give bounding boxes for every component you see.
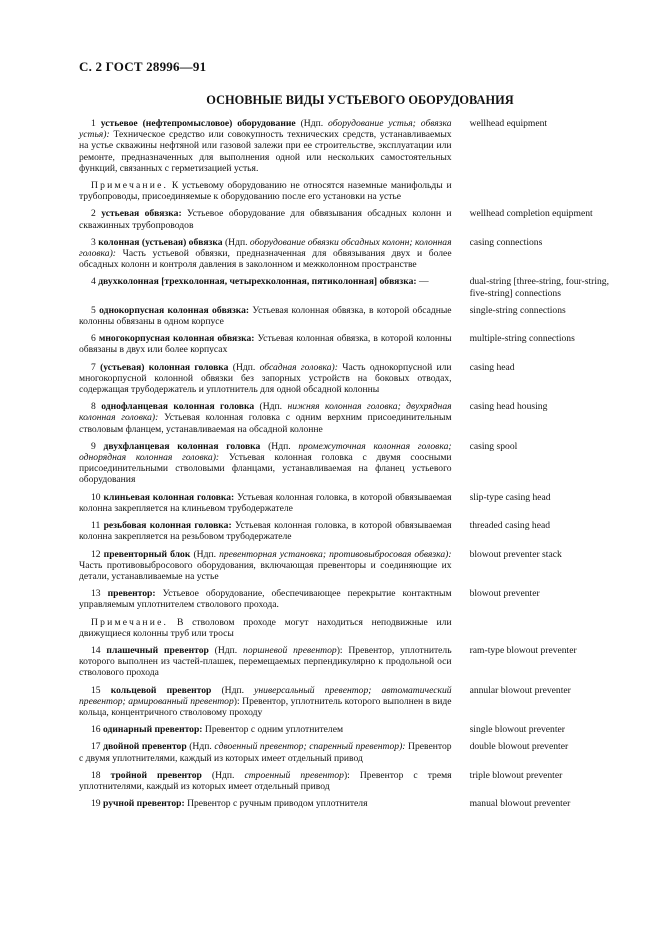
- term-row: [79, 588, 619, 610]
- english-term: wellhead completion equipment: [469, 208, 593, 220]
- term-name: превентор:: [107, 588, 156, 600]
- note-label: Примечание.: [91, 616, 169, 628]
- term-definition: 18 тройной превентор (Ндп. строенный превентор): Превентор с тремя уплотнителями, каждый из которых имеет отдельный привод: [79, 769, 452, 792]
- term-row: [79, 741, 619, 763]
- term-row: [79, 333, 619, 355]
- non-recommended-terms: универсальный превентор; автоматический превентор; армированный превентор: [79, 684, 452, 707]
- non-recommended-terms: обсадная головка):: [259, 361, 338, 373]
- term-name: двухфланцевая колонная головка: [103, 440, 261, 452]
- english-term: casing head housing: [469, 401, 548, 413]
- term-name: тройной превентор: [110, 769, 202, 781]
- term-name: устьевая обвязка:: [101, 208, 182, 220]
- non-recommended-terms: оборудование устья; обвязка устья):: [79, 118, 452, 141]
- english-term: triple blowout preventer: [469, 769, 563, 781]
- term-definition: 12 превенторный блок (Ндп. превенторная установка; противовыбросовая обвязка): Часть противовыбросового оборудования, включающая превенторы и соединяющие их детали, устанавливаемые на устье: [79, 548, 452, 582]
- term-name: однокорпусная колонная обвязка:: [99, 304, 250, 316]
- term-definition: 5 однокорпусная колонная обвязка: Устьевая колонная обвязка, в которой обсадные колонны обвязаны в одном корпусе: [79, 304, 452, 328]
- note-text: Примечание. В стволовом проходе могут находиться неподвижные или движущиеся колонны труб или тросы: [79, 616, 452, 639]
- non-recommended-terms: промежуточная колонная головка; однорядная колонная головка):: [79, 440, 452, 464]
- note-label: Примечание.: [91, 180, 169, 192]
- term-row: [79, 645, 619, 679]
- english-term: single blowout preventer: [469, 724, 565, 736]
- term-definition: 6 многокорпусная колонная обвязка: Устьевая колонная обвязка, в которой колонны обвязаны в двух или более корпусах: [79, 333, 452, 356]
- term-definition: 1 устьевое (нефтепромысловое) оборудование (Ндп. оборудование устья; обвязка устья): Техническое средство или совокупность технических средств, устанавливаемых на устье скважины нефтяной или газовой залежи при ее строительстве, эксплуатации или ремонте, предназначенных для выполнения одной или нескольких самостоятельных функций, связанных с герметизацией устья.: [79, 118, 452, 174]
- term-name: плашечный превентор: [106, 644, 209, 656]
- term-row: [79, 492, 619, 514]
- english-term: casing head: [469, 361, 515, 373]
- non-recommended-terms: оборудование обвязки обсадных колонн; колонная головка):: [79, 236, 452, 260]
- term-row: [79, 798, 619, 809]
- term-definition: 17 двойной превентор (Ндп. сдвоенный превентор; спаренный превентор): Превентор с двумя уплотнителями, каждый из которых имеет отдельный привод: [79, 741, 452, 764]
- term-row: [79, 362, 619, 396]
- english-term: double blowout preventer: [469, 741, 569, 753]
- term-row: [79, 549, 619, 583]
- term-definition: 11 резьбовая колонная головка: Устьевая колонная головка, в которой обвязываемая колонна закрепляется на резьбовом трубодержателе: [79, 520, 452, 543]
- english-term: ram-type blowout preventer: [469, 644, 577, 656]
- non-recommended-terms: сдвоенный превентор; спаренный превентор):: [214, 741, 406, 753]
- english-term: manual blowout preventer: [469, 798, 571, 810]
- term-name: кольцевой превентор: [110, 684, 212, 696]
- non-recommended-terms: превенторная установка; противовыбросовая обвязка):: [219, 548, 452, 560]
- section-title: ОСНОВНЫЕ ВИДЫ УСТЬЕВОГО ОБОРУДОВАНИЯ: [206, 93, 514, 107]
- note-row: [79, 617, 619, 639]
- term-definition: 2 устьевая обвязка: Устьевое оборудование для обвязывания обсадных колонн и скважинных трубопроводов: [79, 208, 452, 231]
- term-definition: 19 ручной превентор: Превентор с ручным приводом уплотнителя: [91, 798, 368, 810]
- term-row: [79, 770, 619, 792]
- term-definition: 15 кольцевой превентор (Ндп. универсальный превентор; автоматический превентор; армированный превентор): Превентор, уплотнитель которого выполнен в виде кольца, концентричного стволовому проходу: [79, 684, 452, 718]
- non-recommended-terms: поршневой превентор: [243, 644, 337, 656]
- english-term: multiple-string connections: [469, 333, 575, 345]
- english-term: casing connections: [469, 236, 543, 248]
- non-recommended-terms: строенный превентор: [244, 769, 344, 781]
- term-row: [79, 520, 619, 542]
- non-recommended-terms: нижняя колонная головка; двухрядная колонная головка):: [79, 401, 452, 424]
- term-row: [79, 305, 619, 327]
- term-name: ручной превентор:: [103, 798, 185, 810]
- term-definition: 7 (устьевая) колонная головка (Ндп. обсадная головка): Часть однокорпусной или многокорпусной колонной обвязки без запорных устройств на боковых отводах, содержащая трубодержатель и уплотнитель для одной обсадной колонны: [79, 361, 452, 396]
- term-definition: 16 одинарный превентор: Превентор с одним уплотнителем: [91, 724, 344, 736]
- term-name: резьбовая колонная головка:: [103, 520, 232, 532]
- term-definition: 9 двухфланцевая колонная головка (Ндп. промежуточная колонная головка; однорядная колонная головка): Устьевая колонная головка с двумя соосными присоединительными стволовыми фланцами, устанавливаемая на фланец устьевого оборудования: [79, 440, 452, 486]
- page-header: С. 2 ГОСТ 28996—91: [79, 59, 207, 74]
- term-row: [79, 724, 619, 735]
- term-name: устьевое (нефтепромысловое) оборудование: [100, 118, 296, 129]
- term-name: одинарный превентор:: [103, 724, 203, 736]
- note-row: [79, 180, 619, 202]
- term-definition: 4 двухколонная [трехколонная, четырехколонная, пятиколонная] обвязка: —: [91, 276, 429, 288]
- term-name: клиньевая колонная головка:: [103, 491, 235, 503]
- term-row: [79, 237, 619, 271]
- term-row: [79, 208, 619, 230]
- english-term: threaded casing head: [469, 520, 551, 532]
- term-definition: 14 плашечный превентор (Ндп. поршневой превентор): Превентор, уплотнитель которого выполнен из частей-плашек, перемещаемых перпендикулярно к продольной оси стволового прохода: [79, 644, 452, 679]
- term-row: [79, 441, 619, 486]
- term-row: [79, 401, 619, 435]
- term-name: двухколонная [трехколонная, четырехколонная, пятиколонная] обвязка:: [98, 276, 417, 288]
- term-name: превенторный блок: [103, 548, 191, 560]
- term-definition: 8 однофланцевая колонная головка (Ндп. нижняя колонная головка; двухрядная колонная головка): Устьевая колонная головка с одним верхним присоединительным стволовым фланцем, устанавливаемая на обсадной колонне: [79, 401, 452, 435]
- english-term: slip-type casing head: [469, 491, 551, 503]
- term-definition: 10 клиньевая колонная головка: Устьевая колонная головка, в которой обвязываемая колонна закрепляется на клиньевом трубодержателе: [79, 491, 452, 514]
- term-name: двойной превентор: [103, 741, 187, 753]
- term-definition: 13 превентор: Устьевое оборудование, обеспечивающее перекрытие контактным управляемым уплотнителем стволового прохода.: [79, 588, 452, 611]
- english-term: blowout preventer: [469, 588, 540, 600]
- terms-list: [79, 118, 619, 815]
- term-row: [79, 276, 619, 298]
- english-term: annular blowout preventer: [469, 684, 571, 696]
- term-row: [79, 685, 619, 719]
- english-term: single-string connections: [469, 304, 566, 316]
- note-text: Примечание. К устьевому оборудованию не относятся наземные манифольды и трубопроводы, присоединяемые к оборудованию после его установки на устье: [79, 180, 452, 203]
- term-row: [79, 118, 619, 174]
- term-name: (устьевая) колонная головка: [100, 361, 229, 373]
- english-term: wellhead equipment: [469, 118, 548, 129]
- term-name: колонная (устьевая) обвязка: [98, 236, 223, 248]
- english-term: dual-string [three-string, four-string, five-string] connections: [469, 276, 609, 299]
- term-definition: 3 колонная (устьевая) обвязка (Ндп. оборудование обвязки обсадных колонн; колонная головка): Часть устьевой обвязки, предназначенная для обвязывания двух и более обсадных колонн и контроля давления в заколонном и межколонном пространстве: [79, 236, 452, 271]
- term-name: многокорпусная колонная обвязка:: [98, 333, 255, 345]
- term-name: однофланцевая колонная головка: [101, 401, 255, 413]
- english-term: casing spool: [469, 440, 518, 452]
- english-term: blowout preventer stack: [469, 548, 562, 560]
